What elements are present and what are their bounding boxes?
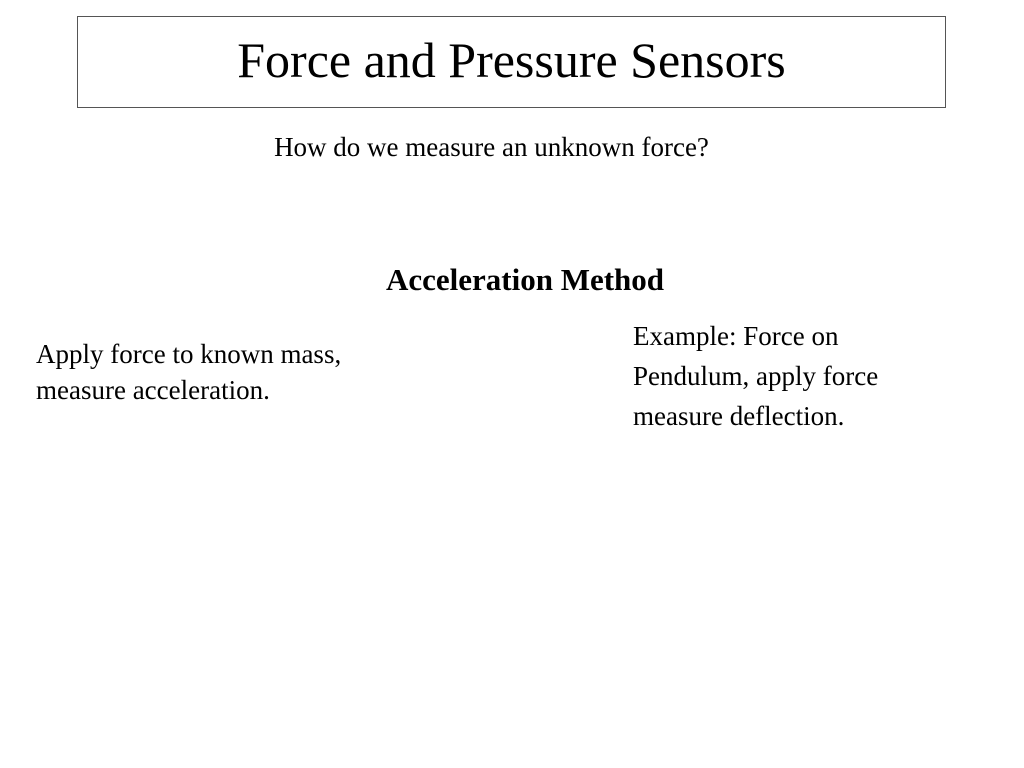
- left-text-block: [36, 336, 476, 408]
- left-text-line: measure acceleration.: [36, 375, 270, 405]
- right-text-line: measure deflection.: [633, 401, 845, 431]
- right-text-block: [633, 316, 993, 436]
- slide-subtitle: How do we measure an unknown force?: [274, 132, 709, 162]
- right-text-line: Pendulum, apply force: [633, 361, 879, 391]
- left-text-line: Apply force to known mass,: [36, 339, 342, 369]
- section-heading: Acceleration Method: [385, 262, 665, 297]
- title-box: [77, 16, 946, 108]
- slide-title: Force and Pressure Sensors: [237, 32, 786, 88]
- right-text-line: Example: Force on: [633, 321, 839, 351]
